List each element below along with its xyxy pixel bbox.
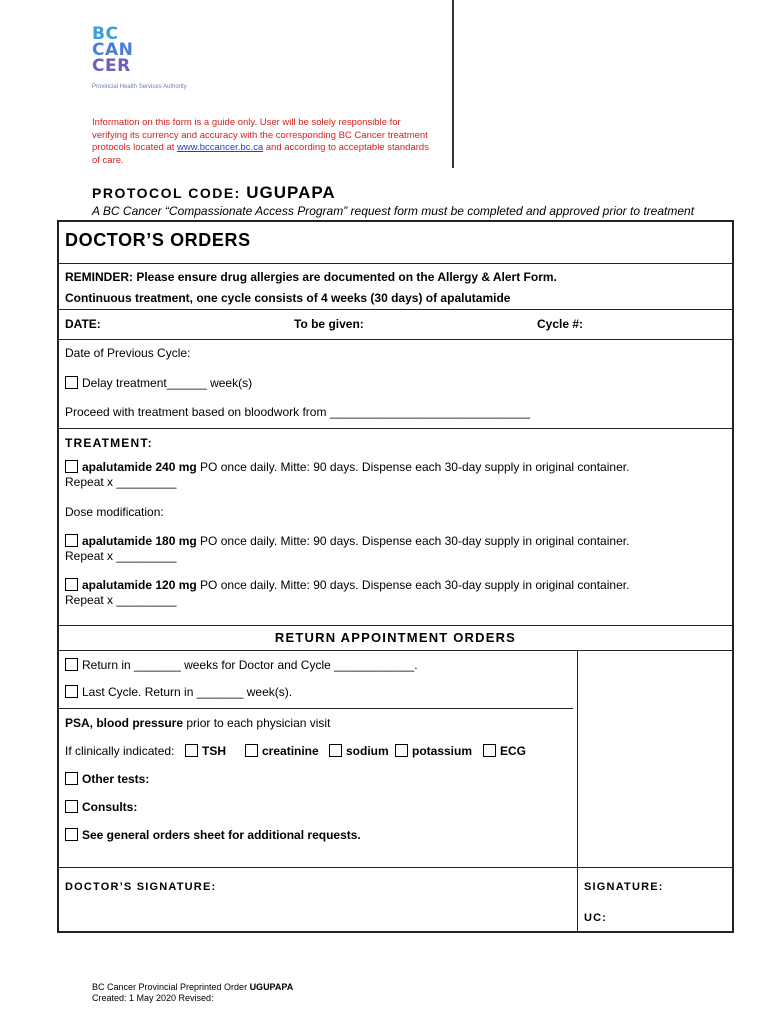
doctors-orders-form — [57, 220, 734, 933]
ecg-label: ECG — [500, 744, 527, 758]
footer-line-1 — [92, 982, 293, 993]
sodium-label: sodium — [346, 744, 389, 758]
other-tests-label: Other tests: — [82, 772, 150, 786]
header-divider — [452, 0, 454, 168]
logo-tagline: Provincial Health Services Authority — [92, 84, 187, 90]
consults-label: Consults: — [82, 800, 138, 814]
dose-240-repeat: Repeat x _________ — [65, 475, 177, 489]
return-heading: RETURN APPOINTMENT ORDERS — [274, 630, 517, 645]
bccancer-link[interactable]: www.bccancer.bc.ca — [177, 142, 264, 153]
to-be-given-label: To be given: — [294, 317, 364, 331]
signature-label: SIGNATURE: — [584, 881, 664, 893]
previous-cycle: Date of Previous Cycle: — [65, 346, 191, 360]
consults-row — [65, 800, 137, 815]
dose-240-row — [65, 460, 629, 475]
dose-180-label: apalutamide 180 mg — [82, 534, 197, 548]
dose-180-repeat: Repeat x _________ — [65, 549, 177, 563]
uc-label: UC: — [584, 912, 608, 924]
dose-120-label: apalutamide 120 mg — [82, 578, 197, 592]
psa-rest: prior to each physician visit — [183, 716, 331, 730]
see-general-label: See general orders sheet for additional requests. — [82, 828, 361, 842]
bc-cancer-logo — [92, 26, 187, 90]
test-potassium — [395, 744, 472, 759]
form-title: DOCTOR’S ORDERS — [65, 230, 251, 250]
footer-code: UGUPAPA — [249, 982, 294, 992]
psa-bold: PSA, blood pressure — [65, 716, 184, 730]
consults-checkbox[interactable] — [65, 800, 78, 813]
test-creatinine — [245, 744, 319, 759]
date-label: DATE: — [65, 317, 101, 331]
creatinine-checkbox[interactable] — [245, 744, 258, 757]
disclaimer-text-after: and according to acceptable standards of care. — [92, 142, 429, 166]
sodium-checkbox[interactable] — [329, 744, 342, 757]
dose-180-text: PO once daily. Mitte: 90 days. Dispense each 30-day supply in original container. — [196, 534, 630, 548]
footer-line-2: Created: 1 May 2020 Revised: — [92, 993, 214, 1003]
return-in-row — [65, 658, 418, 673]
protocol-code — [92, 183, 336, 203]
potassium-checkbox[interactable] — [395, 744, 408, 757]
logo-line-1: BC — [92, 24, 119, 44]
dose-120-checkbox[interactable] — [65, 578, 78, 591]
protocol-code-value: UGUPAPA — [246, 183, 336, 202]
logo-line-2: CAN — [92, 40, 134, 60]
protocol-note: A BC Cancer “Compassionate Access Program” request form must be completed and approved prior to treatment — [92, 204, 695, 218]
reminder: REMINDER: Please ensure drug allergies are documented on the Allergy & Alert Form. — [65, 270, 557, 284]
tsh-checkbox[interactable] — [185, 744, 198, 757]
treatment-heading: TREATMENT: — [65, 436, 153, 450]
dose-modification: Dose modification: — [65, 505, 164, 519]
test-ecg — [483, 744, 526, 759]
logo-line-3: CER — [92, 56, 131, 76]
delay-treatment-text: Delay treatment______ week(s) — [82, 376, 253, 390]
return-in-text: Return in _______ weeks for Doctor and Cycle ____________. — [82, 658, 418, 672]
test-tsh — [185, 744, 226, 759]
dose-240-checkbox[interactable] — [65, 460, 78, 473]
dose-240-text: PO once daily. Mitte: 90 days. Dispense each 30-day supply in original container. — [196, 460, 630, 474]
dose-120-row — [65, 578, 629, 593]
last-cycle-text: Last Cycle. Return in _______ week(s). — [82, 685, 293, 699]
see-general-checkbox[interactable] — [65, 828, 78, 841]
doctor-signature-label: DOCTOR’S SIGNATURE: — [65, 881, 217, 893]
disclaimer — [92, 117, 432, 167]
test-sodium — [329, 744, 389, 759]
other-tests-checkbox[interactable] — [65, 772, 78, 785]
footer — [92, 982, 293, 1004]
footer-prefix: BC Cancer Provincial Preprinted Order — [92, 982, 250, 992]
delay-treatment-row — [65, 376, 252, 391]
dose-240-label: apalutamide 240 mg — [82, 460, 197, 474]
continuous-treatment: Continuous treatment, one cycle consists of 4 weeks (30 days) of apalutamide — [65, 291, 511, 305]
proceed-bloodwork: Proceed with treatment based on bloodwork from ______________________________ — [65, 405, 531, 419]
psa-line — [65, 716, 330, 731]
disclaimer-text-before: Information on this form is a guide only. User will be solely responsible for verifying its currency and accuracy with the corresponding BC Cancer treatment protocols located at — [92, 117, 428, 153]
last-cycle-row — [65, 685, 292, 700]
potassium-label: potassium — [412, 744, 473, 758]
cycle-label: Cycle #: — [537, 317, 584, 331]
tsh-label: TSH — [202, 744, 226, 758]
protocol-label: PROTOCOL CODE: — [92, 185, 241, 201]
other-tests-row — [65, 772, 149, 787]
if-indicated-label: If clinically indicated: — [65, 744, 175, 758]
dose-120-repeat: Repeat x _________ — [65, 593, 177, 607]
creatinine-label: creatinine — [262, 744, 319, 758]
dose-120-text: PO once daily. Mitte: 90 days. Dispense each 30-day supply in original container. — [196, 578, 630, 592]
last-cycle-checkbox[interactable] — [65, 685, 78, 698]
ecg-checkbox[interactable] — [483, 744, 496, 757]
delay-treatment-checkbox[interactable] — [65, 376, 78, 389]
dose-180-checkbox[interactable] — [65, 534, 78, 547]
dose-180-row — [65, 534, 629, 549]
see-general-row — [65, 828, 361, 843]
return-in-checkbox[interactable] — [65, 658, 78, 671]
